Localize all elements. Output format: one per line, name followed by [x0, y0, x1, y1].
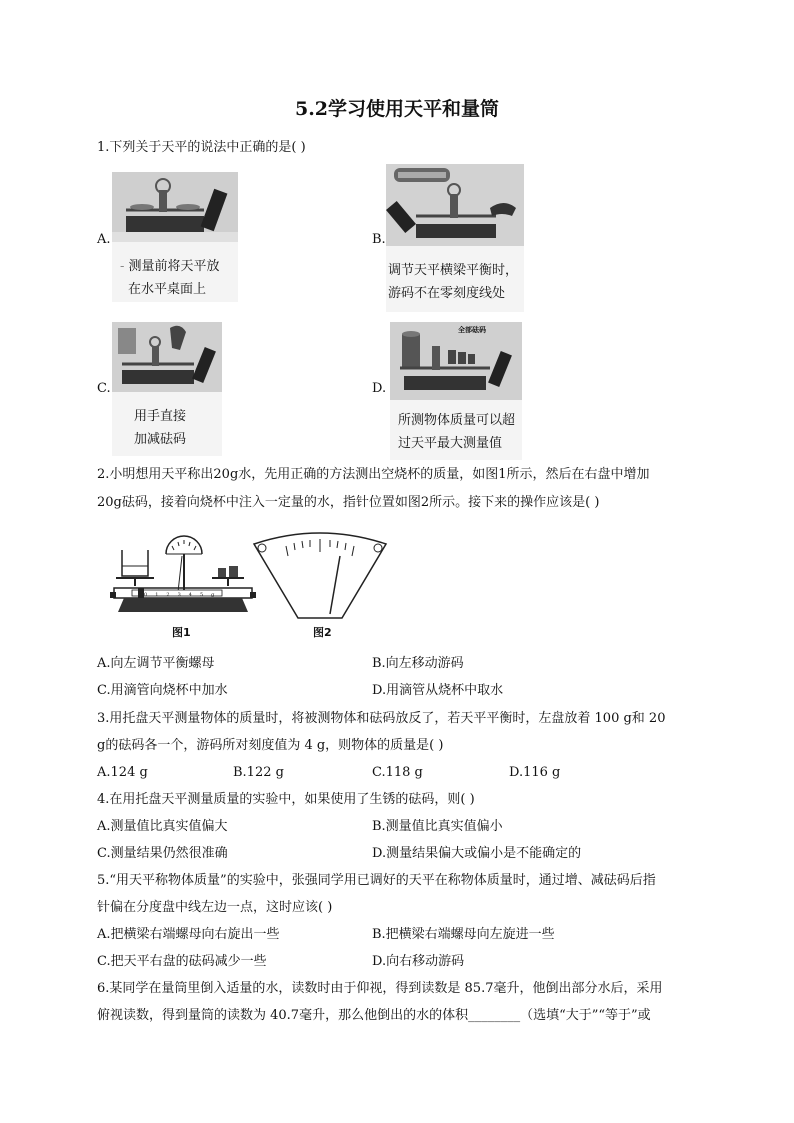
caption-line-2: 过天平最大测量值 [398, 435, 503, 451]
q4-option-c: C.测量结果仍然很准确 [97, 846, 228, 861]
ruler-tick: 1 [155, 592, 167, 598]
q1-option-b-letter: B. [372, 232, 386, 247]
q2-option-c: C.用滴管向烧杯中加水 [97, 683, 228, 698]
q4-option-d: D.测量结果偏大或偏小是不能确定的 [372, 846, 582, 861]
ruler-tick: 3 [177, 592, 189, 598]
balance-photo-d-illustration [390, 322, 522, 400]
question-2-line-2: 20g砝码，接着向烧杯中注入一定量的水，指针位置如图2所示。接下来的操作应该是( ) [97, 495, 600, 510]
q5-option-c: C.把天平右盘的砝码减少一些 [97, 954, 267, 969]
q4-option-b: B.测量值比真实值偏小 [372, 819, 503, 834]
q1-option-d-photo [390, 322, 522, 460]
ruler-tick: 0 [144, 592, 156, 598]
question-6-line-1: 6.某同学在量筒里倒入适量的水，读数时由于仰视，得到读数是 85.7毫升，他倒出部分水后，采用 [97, 981, 663, 996]
q2-option-b: B.向左移动游码 [372, 656, 464, 671]
caption-line-1: 调节天平横梁平衡时， [388, 263, 519, 278]
balance-photo-b-illustration [386, 164, 524, 246]
caption-line-2: 在水平桌面上 [128, 281, 207, 297]
caption-line-1: 用手直接 [134, 409, 187, 424]
caption-line-2: 游码不在零刻度线处 [388, 285, 506, 301]
q1-option-d-caption [398, 410, 515, 456]
ruler-tick-labels [144, 593, 222, 598]
balance-photo-a-illustration [112, 172, 238, 242]
q1-option-c-caption [134, 406, 186, 452]
q2-option-a: A.向左调节平衡螺母 [97, 656, 215, 671]
q1-option-c-letter: C. [97, 381, 111, 396]
question-5-line-2: 针偏在分度盘中线左边一点，这时应该( ) [97, 900, 333, 915]
balance-photo-c-illustration [112, 322, 222, 392]
q1-option-c-photo [112, 322, 222, 456]
ruler-tick: 4 [188, 592, 200, 598]
all-weights-label: 全部砝码 [458, 325, 486, 334]
question-5-line-1: 5.“用天平称物体质量”的实验中，张强同学用已调好的天平在称物体质量时，通过增、减砝码后指 [97, 873, 656, 888]
ruler-tick: 2 [166, 592, 178, 598]
q5-option-d: D.向右移动游码 [372, 954, 465, 969]
question-2-line-1: 2.小明想用天平称出20g水，先用正确的方法测出空烧杯的质量，如图1所示，然后在右盘中增加 [97, 467, 650, 482]
page-title: 5.2学习使用天平和量筒 [294, 98, 500, 120]
figure-2-label: 图2 [313, 626, 332, 639]
figure-2-dial [250, 526, 390, 622]
q2-option-d: D.用滴管从烧杯中取水 [372, 683, 504, 698]
q1-option-a-photo [112, 172, 238, 302]
q5-option-b: B.把横梁右端螺母向左旋进一些 [372, 927, 555, 942]
caption-dash: - [120, 259, 129, 274]
q1-option-a-caption [120, 256, 220, 302]
caption-line-1: 所测物体质量可以超 [398, 413, 516, 428]
figure-1-label: 图1 [172, 626, 191, 639]
q5-option-a: A.把横梁右端螺母向右旋出一些 [97, 927, 280, 942]
ruler-tick: 5g [199, 592, 223, 598]
q1-option-a-letter: A. [97, 232, 111, 247]
q3-option-a: A.124 g [97, 765, 148, 780]
question-3-line-1: 3.用托盘天平测量物体的质量时，将被测物体和砝码放反了，若天平平衡时，左盘放着 100 g和 20 [97, 711, 666, 726]
caption-line-1: 测量前将天平放 [128, 259, 220, 274]
q1-option-b-caption [388, 260, 518, 306]
q3-option-d: D.116 g [509, 765, 561, 780]
q4-option-a: A.测量值比真实值偏大 [97, 819, 228, 834]
question-4-stem: 4.在用托盘天平测量质量的实验中，如果使用了生锈的砝码，则( ) [97, 792, 475, 807]
q1-option-d-letter: D. [372, 381, 387, 396]
figure-1-balance [108, 532, 258, 622]
q1-option-b-photo [386, 164, 524, 312]
question-3-line-2: g的砝码各一个，游码所对刻度值为 4 g，则物体的质量是( ) [97, 738, 444, 753]
question-1-stem: 1.下列关于天平的说法中正确的是( ) [97, 140, 306, 155]
question-6-line-2: 俯视读数，得到量筒的读数为 40.7毫升，那么他倒出的水的体积________（选填“大于”“等于”或 [97, 1008, 651, 1023]
q3-option-b: B.122 g [233, 765, 284, 780]
caption-line-2: 加减砝码 [134, 431, 187, 447]
q3-option-c: C.118 g [372, 765, 423, 780]
